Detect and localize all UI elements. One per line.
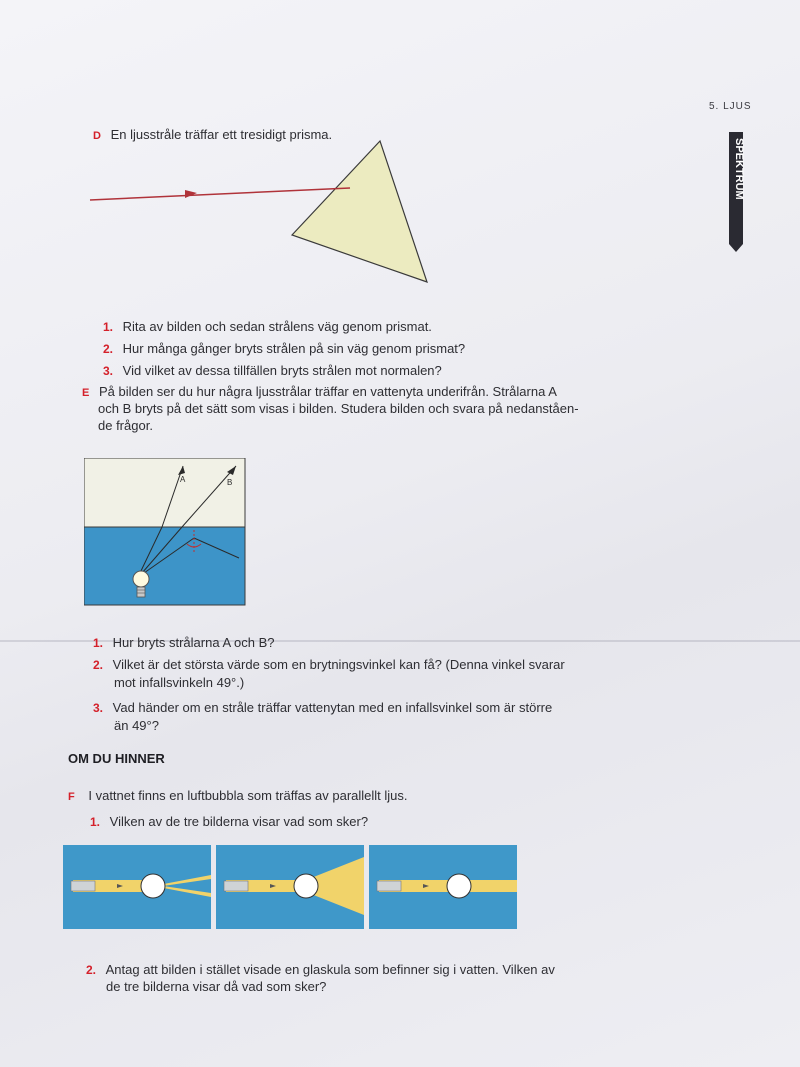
bubble-icon (294, 874, 318, 898)
section-d-intro-text: En ljusstråle träffar ett tresidigt prisma. (110, 127, 333, 142)
bubble-panel-2 (216, 845, 364, 929)
ray-arrow-icon (185, 190, 197, 198)
section-e-intro: E På bilden ser du hur några ljusstrålar träffar en vattenyta underifrån. Strålarna A (82, 384, 557, 399)
water-region (84, 527, 245, 605)
prism-triangle (292, 141, 427, 282)
section-e-letter: E (82, 387, 90, 399)
e-question-2: 2. Vilket är det största värde som en brytningsvinkel kan få? (Denna vinkel svarar (93, 657, 565, 672)
section-f-intro: F I vattnet finns en luftbubbla som träffas av parallellt ljus. (68, 788, 408, 803)
extra-heading: OM DU HINNER (68, 751, 165, 766)
prism-figure (85, 135, 445, 290)
e-question-3-line-2: än 49°? (114, 718, 159, 733)
refraction-figure (84, 458, 246, 606)
section-f-letter: F (68, 791, 75, 803)
f-question-2-line-2: de tre bilderna visar då vad som sker? (106, 979, 327, 994)
section-d-letter: D (93, 130, 101, 142)
d-question-1: 1. Rita av bilden och sedan strålens väg genom prismat. (103, 319, 432, 334)
e-question-2-line-2: mot infallsvinkeln 49°.) (114, 675, 245, 690)
flashlight-icon (224, 881, 248, 891)
label-b: B (227, 478, 233, 487)
bubble-icon (141, 874, 165, 898)
chapter-label: 5. LJUS (709, 101, 752, 112)
flashlight-icon (71, 881, 95, 891)
e-question-1: 1. Hur bryts strålarna A och B? (93, 635, 275, 650)
brand-logo (727, 132, 745, 252)
bubble-icon (447, 874, 471, 898)
bubble-panel-1 (63, 845, 211, 929)
f-question-1: 1. Vilken av de tre bilderna visar vad som sker? (90, 814, 369, 829)
f-question-2: 2. Antag att bilden i stället visade en glaskula som befinner sig i vatten. Vilken av (86, 962, 555, 977)
section-e-intro-line-3: de frågor. (98, 418, 153, 433)
brand-logo-text: SPEKTRUM (733, 138, 745, 200)
air-region (84, 458, 245, 527)
e-question-3: 3. Vad händer om en stråle träffar vattenytan med en infallsvinkel som är större (93, 700, 553, 715)
light-ray (90, 188, 350, 200)
d-question-2: 2. Hur många gånger bryts strålen på sin väg genom prismat? (103, 341, 466, 356)
section-e-intro-line-2: och B bryts på det sätt som visas i bilden. Studera bilden och svara på nedanståen- (98, 401, 579, 416)
d-question-3: 3. Vid vilket av dessa tillfällen bryts strålen mot normalen? (103, 363, 442, 378)
flashlight-icon (377, 881, 401, 891)
label-a: A (180, 475, 186, 484)
bubble-panel-3 (369, 845, 517, 929)
